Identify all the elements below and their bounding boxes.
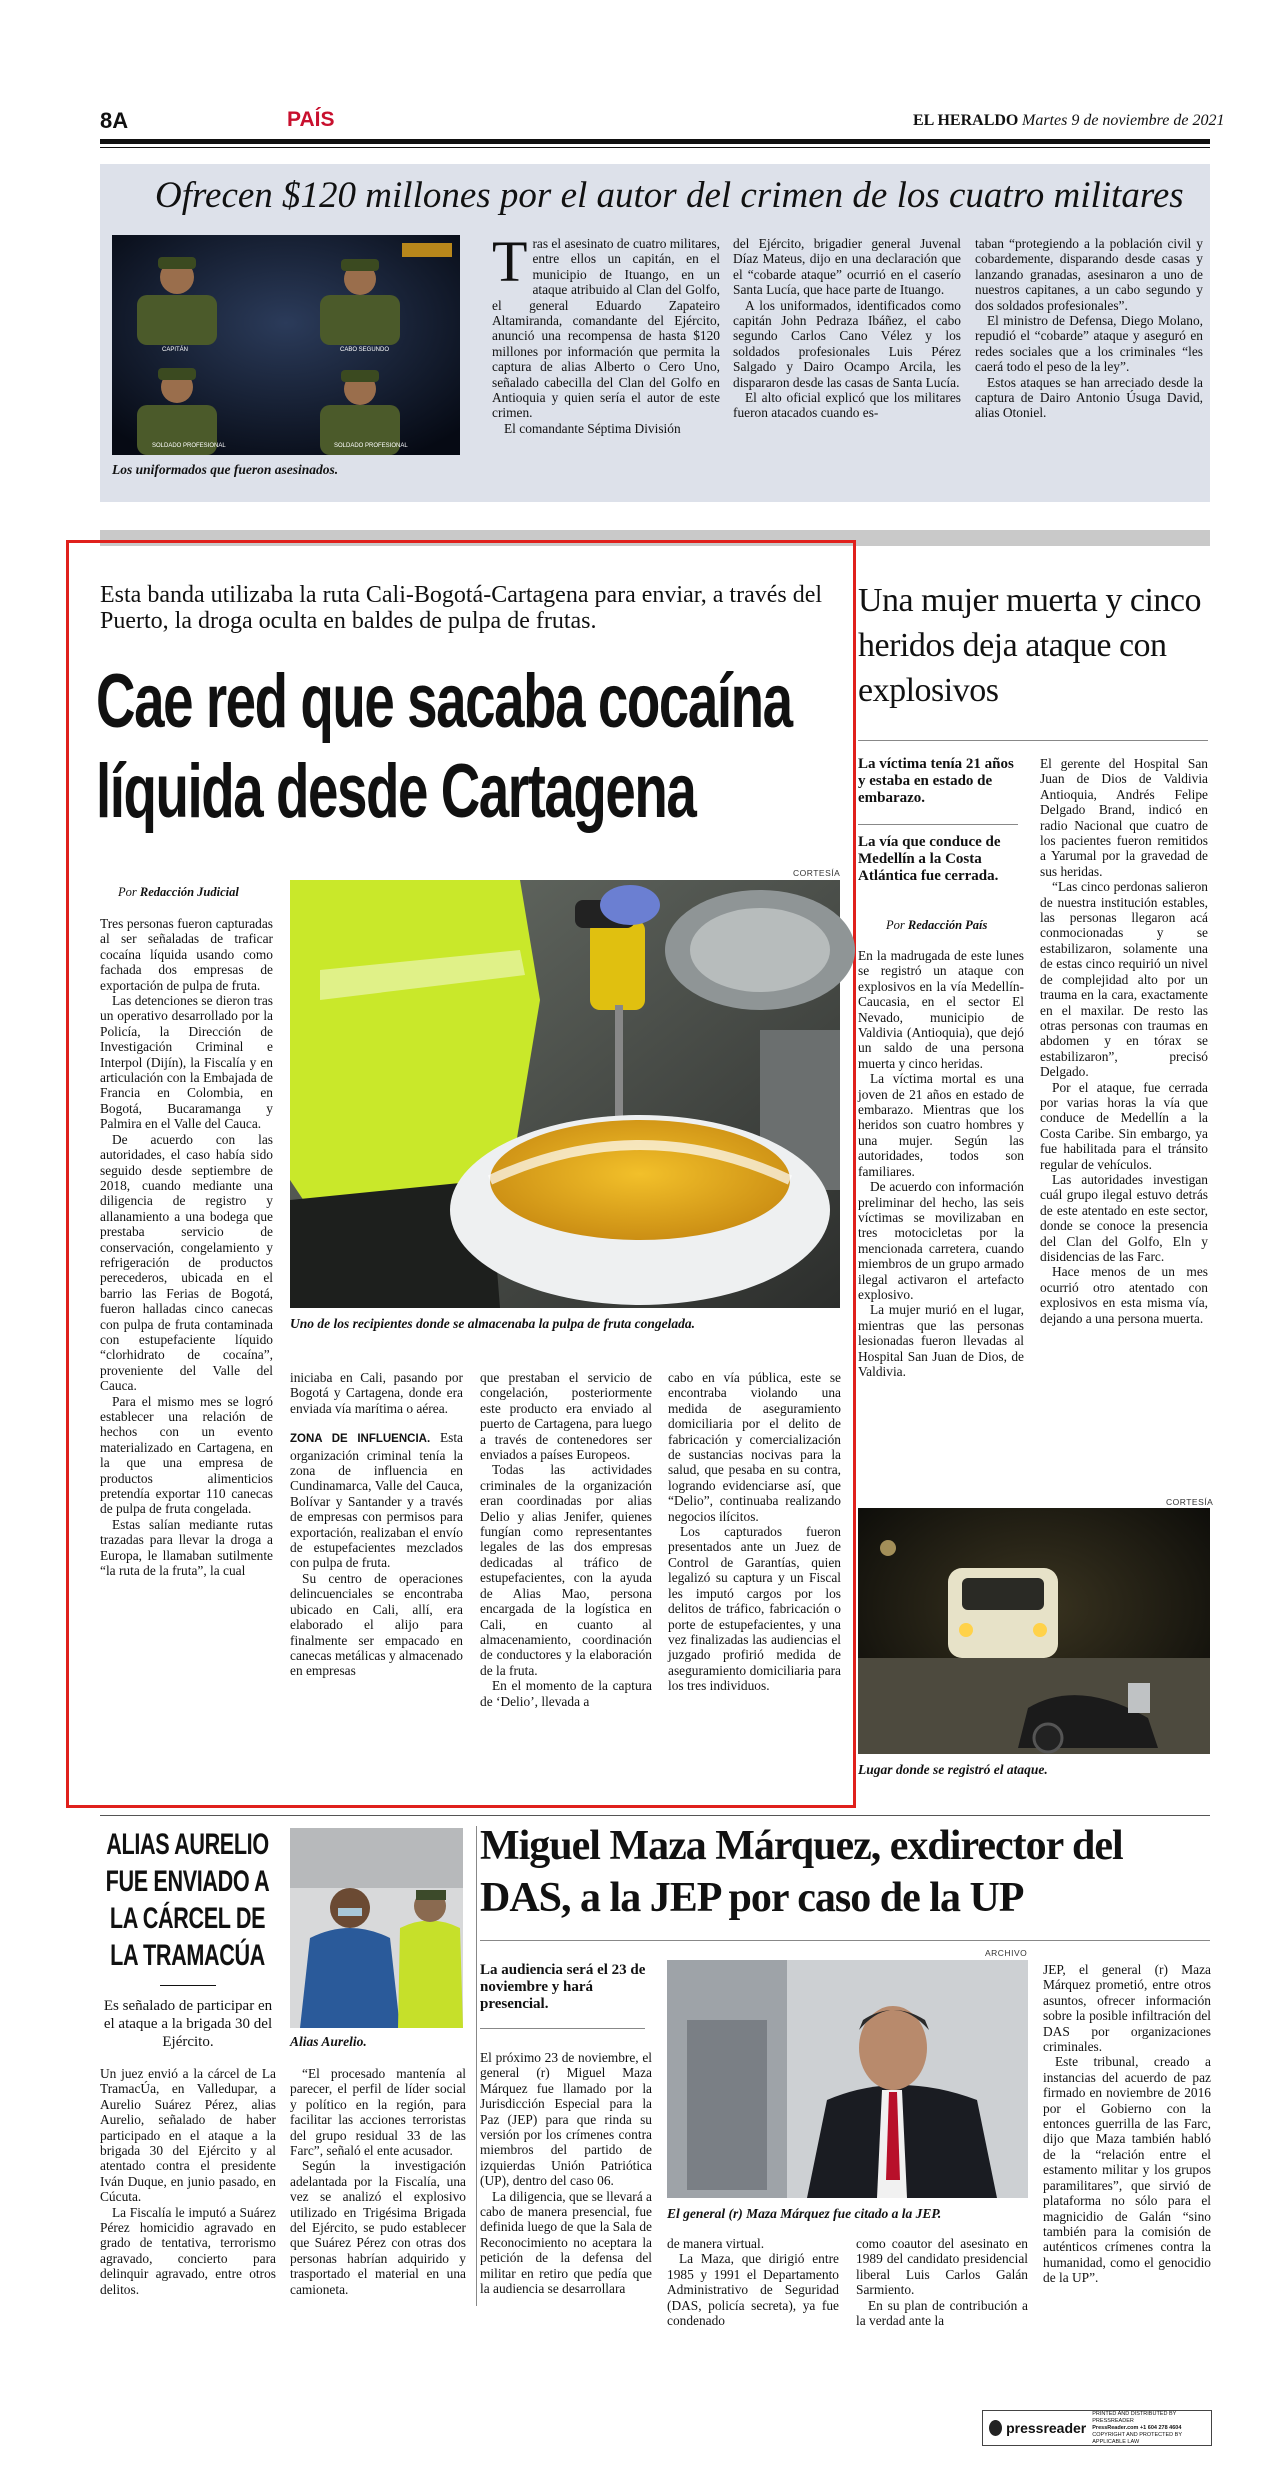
side-photo-caption: Lugar donde se registró el ataque. — [858, 1762, 1048, 1777]
side-col2-p5: Hace menos de un mes ocurrió otro atentado con explosivos en esta misma vía, dejando a una persona muerta. — [1040, 1264, 1208, 1326]
maza-col3-p2: En su plan de contribución a la verdad ante la — [856, 2297, 1028, 2329]
top-story-col-1 — [492, 229, 720, 498]
maza-rule — [480, 1940, 1210, 1941]
soldier-label-2: CABO SEGUNDO — [340, 347, 390, 353]
side-col-1 — [858, 948, 1024, 1488]
side-byline — [886, 918, 987, 933]
pressreader-line-2: PressReader.com +1 604 278 4604 — [1092, 2424, 1182, 2431]
top-story-col1-p2: El comandante Séptima División — [504, 420, 681, 436]
maza-col3-p1: como coautor del asesinato en 1989 del candidato presidencial liberal Luis Carlos Galán Sarmiento. — [856, 2236, 1028, 2298]
side-sub-1: La víctima tenía 21 años y estaba en estado de embarazo. — [858, 756, 1014, 806]
maza-col2-p1: de manera virtual. — [667, 2236, 765, 2251]
main-col2-p3: Su centro de operaciones delincuenciales se encontraba ubicado en Cali, allí, era elaborado el alijo para finalmente ser empacado en canecas metálicas y almacenado en empresas — [290, 1570, 463, 1679]
side-col2-p3: Por el ataque, fue cerrada por varias horas la vía que conduce de Medellín a la Costa Caribe. Sin embargo, ya fue habilitada para el tránsito regular de vehículos. — [1040, 1079, 1208, 1172]
side-byline-name: Redacción País — [907, 918, 988, 932]
pressreader-logo[interactable] — [982, 2410, 1212, 2446]
top-story-col2-p2: A los uniformados, identificados como capitán John Pedraza Ibáñez, el cabo segundo Carlos Cano Vélez y los soldados profesionales Luis Pérez Salgado y Dairo Ocampo Arcila, les dispararon desde las casas de Santa Lucía. — [733, 297, 961, 390]
top-story-col3-p3: Estos ataques se han arreciado desde la captura de Dairo Antonio Úsuga David, alias Otoniel. — [975, 374, 1203, 421]
aurelio-col1-p1: Un juez envió a la cárcel de La TramacÚa, en Valledupar, a Aurelio Suárez Pérez, alias Aurelio, señalado de haber participado en el ataque a la brigada 30 del Ejército y al atentado contra el presidente Iván Duque, en junio pasado, en Cúcuta. — [100, 2066, 276, 2205]
cocaine-bucket-photo — [290, 880, 840, 1308]
main-col3-p2: Todas las actividades criminales de la organización eran coordinadas por alias Delio y alias Jenifer, quienes fungían como representantes legales de las dos empresas dedicadas al tráfico de estupefacientes, con la ayuda de Alias Mao, persona encargada de la logística en Cali, en cuanto al almacenamiento, coordinación de conductores y la elaboración de la fruta. — [480, 1462, 652, 1678]
main-col4-p1: cabo en vía pública, este se encontraba violando una medida de aseguramiento domiciliaria por el delito de fabricación y comercialización de sustancias nocivas para la salud, que pesaba en su contra, logrando evidenciarse así, que “Delio”, continuaba realizando negocios ilícitos. — [668, 1370, 841, 1524]
maza-headline: Miguel Maza Márquez, exdirector del DAS, a la JEP por caso de la UP — [480, 1823, 1123, 1921]
masthead-date: Martes 9 de noviembre de 2021 — [1022, 112, 1225, 129]
maza-col-1 — [480, 2050, 652, 2306]
aurelio-col-2 — [290, 2066, 466, 2306]
main-col1-p1: Tres personas fueron capturadas al ser señaladas de traficar cocaína líquida usando como fachada dos empresas de exportación de pulpa de fruta. — [100, 916, 273, 993]
top-story-col3-p1: taban “protegiendo a la población civil y cobardemente, disparando desde casas y lanzando granadas, asesinaron a uno de nuestros capitanes, a un cabo segundo y dos soldados profesionales”. — [975, 236, 1203, 313]
aurelio-caption: Alias Aurelio. — [290, 2034, 367, 2049]
main-col-1 — [100, 916, 273, 1778]
main-byline-prefix: Por — [118, 885, 137, 899]
side-photo-credit: CORTESÍA — [1166, 1497, 1214, 1507]
side-sub-2: La vía que conduce de Medellín a la Costa Atlántica fue cerrada. — [858, 834, 1001, 884]
side-story-headline: Una mujer muerta y cinco heridos deja ataque con explosivos — [858, 582, 1201, 709]
main-col1-p5: Estas salían mediante rutas trazadas para llevar la droga a Europa, le llamaban sutilmente “la ruta de la fruta”, la cual — [100, 1516, 273, 1579]
top-story-col2-p1: del Ejército, brigadier general Juvenal Díaz Mateus, dijo en una declaración que el “cobarde ataque” ocurrió en el caserío Santa Lucía, que hace parte de Ituango. — [733, 236, 961, 298]
main-col3-p1: que prestaban el servicio de congelación, posteriormente este producto era enviado al puerto de Cartagena, para luego a través de contenedores ser enviados a países Europeos. — [480, 1370, 652, 1463]
top-story-col-3 — [975, 236, 1203, 498]
maza-photo-credit: ARCHIVO — [985, 1948, 1028, 1958]
aurelio-rule — [160, 1985, 216, 1986]
main-photo-caption: Uno de los recipientes donde se almacenaba la pulpa de fruta congelada. — [290, 1316, 695, 1331]
maza-col-4 — [1043, 1962, 1211, 2306]
pressreader-brand: pressreader — [1006, 2420, 1087, 2436]
side-col-2 — [1040, 756, 1208, 1488]
side-byline-prefix: Por — [886, 918, 905, 932]
aurelio-headline-box — [95, 1826, 280, 1981]
aurelio-col2-p2: Según la investigación adelantada por la Fiscalía, una vez se analizó el explosivo utilizado en Trigésima Brigada del Ejército, se pudo establecer que Suárez Pérez con otras dos personas habrían adquirido y trasportado el material en una camioneta. — [290, 2158, 466, 2297]
aurelio-photo — [290, 1828, 463, 2028]
main-byline-name: Redacción Judicial — [139, 885, 239, 899]
main-col1-p2: Las detenciones se dieron tras un operativo desarrollado por la Policía, la Dirección de Investigación Criminal e Interpol (Dijín), la Fiscalía y en articulación con la Embajada de Francia en Colombia, en Bogotá, Bucaramanga y Palmira en el Valle del Cauca. — [100, 993, 273, 1132]
soldier-label-3: SOLDADO PROFESIONAL — [152, 443, 226, 449]
side-sub-rule — [858, 824, 1018, 825]
side-col2-p1: El gerente del Hospital San Juan de Dios de Valdivia Antioquia, Andrés Felipe Delgado Brand, indicó en radio Nacional que cuatro de los pacientes fueron remitidos a Yarumal por la gravedad de sus heridas. — [1040, 756, 1208, 879]
main-col2-p1: iniciaba en Cali, pasando por Bogotá y Cartagena, donde era enviada vía marítima o aérea. — [290, 1370, 463, 1416]
top-story-dropcap: T — [492, 229, 528, 294]
main-headline-line-1: Cae red que sacaba cocaína — [96, 659, 792, 744]
pressreader-icon — [989, 2420, 1002, 2436]
main-col1-p4: Para el mismo mes se logró establecer una relación de hechos con un evento materializado en Cartagena, en la que una empresa de productos alimenticios pretendía exportar 110 canecas de pulpa de fruta congelada. — [100, 1393, 273, 1517]
top-story-headline: Ofrecen $120 millones por el autor del crimen de los cuatro militares — [155, 175, 1184, 216]
main-col-4 — [668, 1370, 841, 1778]
maza-sub: La audiencia será el 23 de noviembre y hará presencial. — [480, 1962, 646, 2012]
side-col1-p3: De acuerdo con información preliminar del hecho, las seis víctimas se movilizaban en tres motocicletas por la mencionada carretera, cuando miembros de un grupo armado ilegal activaron el artefacto explosivo. — [858, 1179, 1024, 1302]
masthead-newspaper: EL HERALDO — [913, 112, 1019, 129]
main-col-2 — [290, 1370, 463, 1778]
side-col1-p4: La mujer murió en el lugar, mientras que las personas lesionadas fueron llevadas al Hospital San Juan de Dios, de Valdivia. — [858, 1302, 1024, 1379]
side-col2-p4: Las autoridades investigan cuál grupo ilegal estuvo detrás de este atentado en este sector, donde se conoce la presencia del Clan del Golfo, Eln y disidencias de las Farc. — [1040, 1171, 1208, 1264]
header-rule-thick — [100, 139, 1210, 144]
main-headline-line-2: líquida desde Cartagena — [96, 749, 696, 834]
pressreader-line-1: PRINTED AND DISTRIBUTED BY PRESSREADER — [1092, 2410, 1177, 2424]
top-story-col2-p3: El alto oficial explicó que los militares fueron atacados cuando es- — [733, 390, 961, 421]
top-story-col1-p1: ras el asesinato de cuatro militares, entre ellos un capitán, en el municipio de Ituango, en un ataque atribuido al Clan del Golfo, el general Eduardo Zapateiro Altamiranda, comandante del Ejército, anunció una recompensa de hasta $120 millones por información que permita la captura de alias Alberto o Cero Uno, señalado cabecilla del Clan del Golfo en Antioquia y quien sería el autor de este crimen. — [492, 236, 720, 421]
side-col2-p2: “Las cinco perdonas salieron de nuestra institución estables, las personas llegaron acá conmocionadas y se estabilizaron, solamente una de estas cinco requirió un nivel de complejidad alto por un trauma en la cara, exactamente en el maxilar. De resto las otras personas con traumas en abdomen y en tórax se estabilizaron”, precisó Delgado. — [1040, 879, 1208, 1080]
side-rule — [858, 740, 1208, 741]
aurelio-headline: ALIAS AURELIO FUE ENVIADO A LA CÁRCEL DE LA TRAMACÚA — [105, 1828, 270, 1972]
maza-sub-rule — [480, 2028, 645, 2029]
soldiers-photo — [112, 235, 460, 455]
main-kicker: Esta banda utilizaba la ruta Cali-Bogotá-Cartagena para enviar, a través del Puerto, la droga oculta en baldes de pulpa de frutas. — [100, 582, 823, 634]
aurelio-col-1 — [100, 2066, 276, 2306]
maza-col-3 — [856, 2236, 1028, 2329]
maza-col1-p1: El próximo 23 de noviembre, el general (r) Miguel Maza Márquez fue llamado por la Jurisdicción Especial para la Paz (JEP) para que rinda su versión por los crímenes contra miembros del partido de izquierdas Unión Patriótica (UP), dentro del caso 06. — [480, 2050, 652, 2189]
maza-col2-p2: La Maza, que dirigió entre 1985 y 1991 el Departamento Administrativo de Seguridad (DAS, policía secreta), ya fue condenado — [667, 2251, 839, 2329]
aurelio-divider — [476, 1826, 477, 2306]
maza-col4-p1: JEP, el general (r) Maza Márquez prometió, entre otros asuntos, ofrecer información sobre la posible infiltración del DAS por organizaciones criminales. — [1043, 1962, 1211, 2055]
aurelio-col2-p1: “El procesado mantenía al parecer, el perfil de líder social y político en la región, para facilitar las acciones terroristas del grupo residual 33 de las Farc”, señaló el ente acusador. — [290, 2066, 466, 2159]
main-col2-p2: Esta organización criminal tenía la zona de influencia en Cundinamarca, Valle del Cauca, Bolívar y Santander y a través de empresas con permisos para exportación, realizaban el envío de estupefacientes mezclados con pulpa de fruta. — [290, 1430, 463, 1571]
aurelio-col1-p2: La Fiscalía le imputó a Suárez Pérez homicidio agravado en grado de tentativa, terrorismo agravado, concierto para delinquir agravado, entre otros delitos. — [100, 2204, 276, 2297]
mid-page-rule — [100, 1815, 1210, 1816]
soldier-label-1: CAPITÁN — [162, 347, 189, 353]
maza-col4-p2: Este tribunal, creado a instancias del acuerdo de paz firmado en noviembre de 2016 por el Gobierno con la entonces guerrilla de las Farc, dijo que Maza también habló de la “relación entre el estamento militar y los grupos paramilitares”, que sirvió de plataforma no sólo para el magnicidio de Galán “sino también para la comisión de auténticos crímenes contra la humanidad, como el genocidio de la UP”. — [1043, 2054, 1211, 2286]
maza-photo — [667, 1960, 1028, 2198]
main-col2-subhead: ZONA DE INFLUENCIA. — [290, 1433, 431, 1446]
maza-col-2 — [667, 2236, 839, 2329]
main-headline-box — [96, 660, 856, 850]
main-col-3 — [480, 1370, 652, 1778]
soldier-label-4: SOLDADO PROFESIONAL — [334, 443, 408, 449]
main-col4-p2: Los capturados fueron presentados ante un Juez de Control de Garantías, quien legalizó su captura y un Fiscal les imputó cargos por los delitos de tráfico, fabricación o porte de estupefacientes, y una vez finalizadas las audiencias el juzgado profirió medida de aseguramiento domiciliaria para los tres individuos. — [668, 1524, 841, 1694]
section-label: PAÍS — [287, 108, 335, 131]
top-story-col3-p2: El ministro de Defensa, Diego Molano, repudió el “cobarde” ataque y aseguró en redes sociales que a los criminales “les caerá todo el peso de la ley”. — [975, 313, 1203, 375]
maza-col1-p2: La diligencia, que se llevará a cabo de manera presencial, fue definida luego de que la Sala de Reconocimiento no aceptara la petición de la defensa del militar en retiro que pedía que la audiencia se desarrollara — [480, 2188, 652, 2297]
attack-scene-photo — [858, 1508, 1210, 1754]
aurelio-sub: Es señalado de participar en el ataque a la brigada 30 del Ejército. — [103, 1998, 273, 2050]
pressreader-line-3: COPYRIGHT AND PROTECTED BY APPLICABLE LAW — [1092, 2431, 1182, 2445]
main-col3-p3: En el momento de la captura de ‘Delio’, llevada a — [480, 1678, 652, 1709]
maza-caption: El general (r) Maza Márquez fue citado a la JEP. — [667, 2206, 942, 2221]
top-story-col-2 — [733, 236, 961, 498]
header-rule-thin — [100, 147, 1210, 148]
main-photo-credit: CORTESÍA — [793, 868, 841, 878]
page-number: 8A — [100, 108, 129, 133]
top-story-caption: Los uniformados que fueron asesinados. — [112, 462, 339, 477]
side-col1-p2: La víctima mortal es una joven de 21 años en estado de embarazo. Mientras que los heridos son cuatro hombres y una mujer. Según las autoridades, todos son familiares. — [858, 1071, 1024, 1179]
main-byline — [118, 885, 239, 900]
side-col1-p1: En la madrugada de este lunes se registró un ataque con explosivos en la vía Medellín-Caucasia, en el sector El Nevado, municipio de Valdivia (Antioquia), que dejó un saldo de una persona muerta y cinco heridas. — [858, 948, 1024, 1071]
main-col1-p3: De acuerdo con las autoridades, el caso había sido seguido desde septiembre de 2018, cuando mediante una diligencia de registro y allanamiento a una bodega que prestaba servicio de conservación, congelamiento y refrigeración de productos perecederos, ubicada en el barrio las Ferias de Bogotá, fueron halladas cinco canecas con pulpa de fruta contaminada con estupefaciente líquido “clorhidrato de cocaína”, proveniente del Valle del Cauca. — [100, 1131, 273, 1394]
